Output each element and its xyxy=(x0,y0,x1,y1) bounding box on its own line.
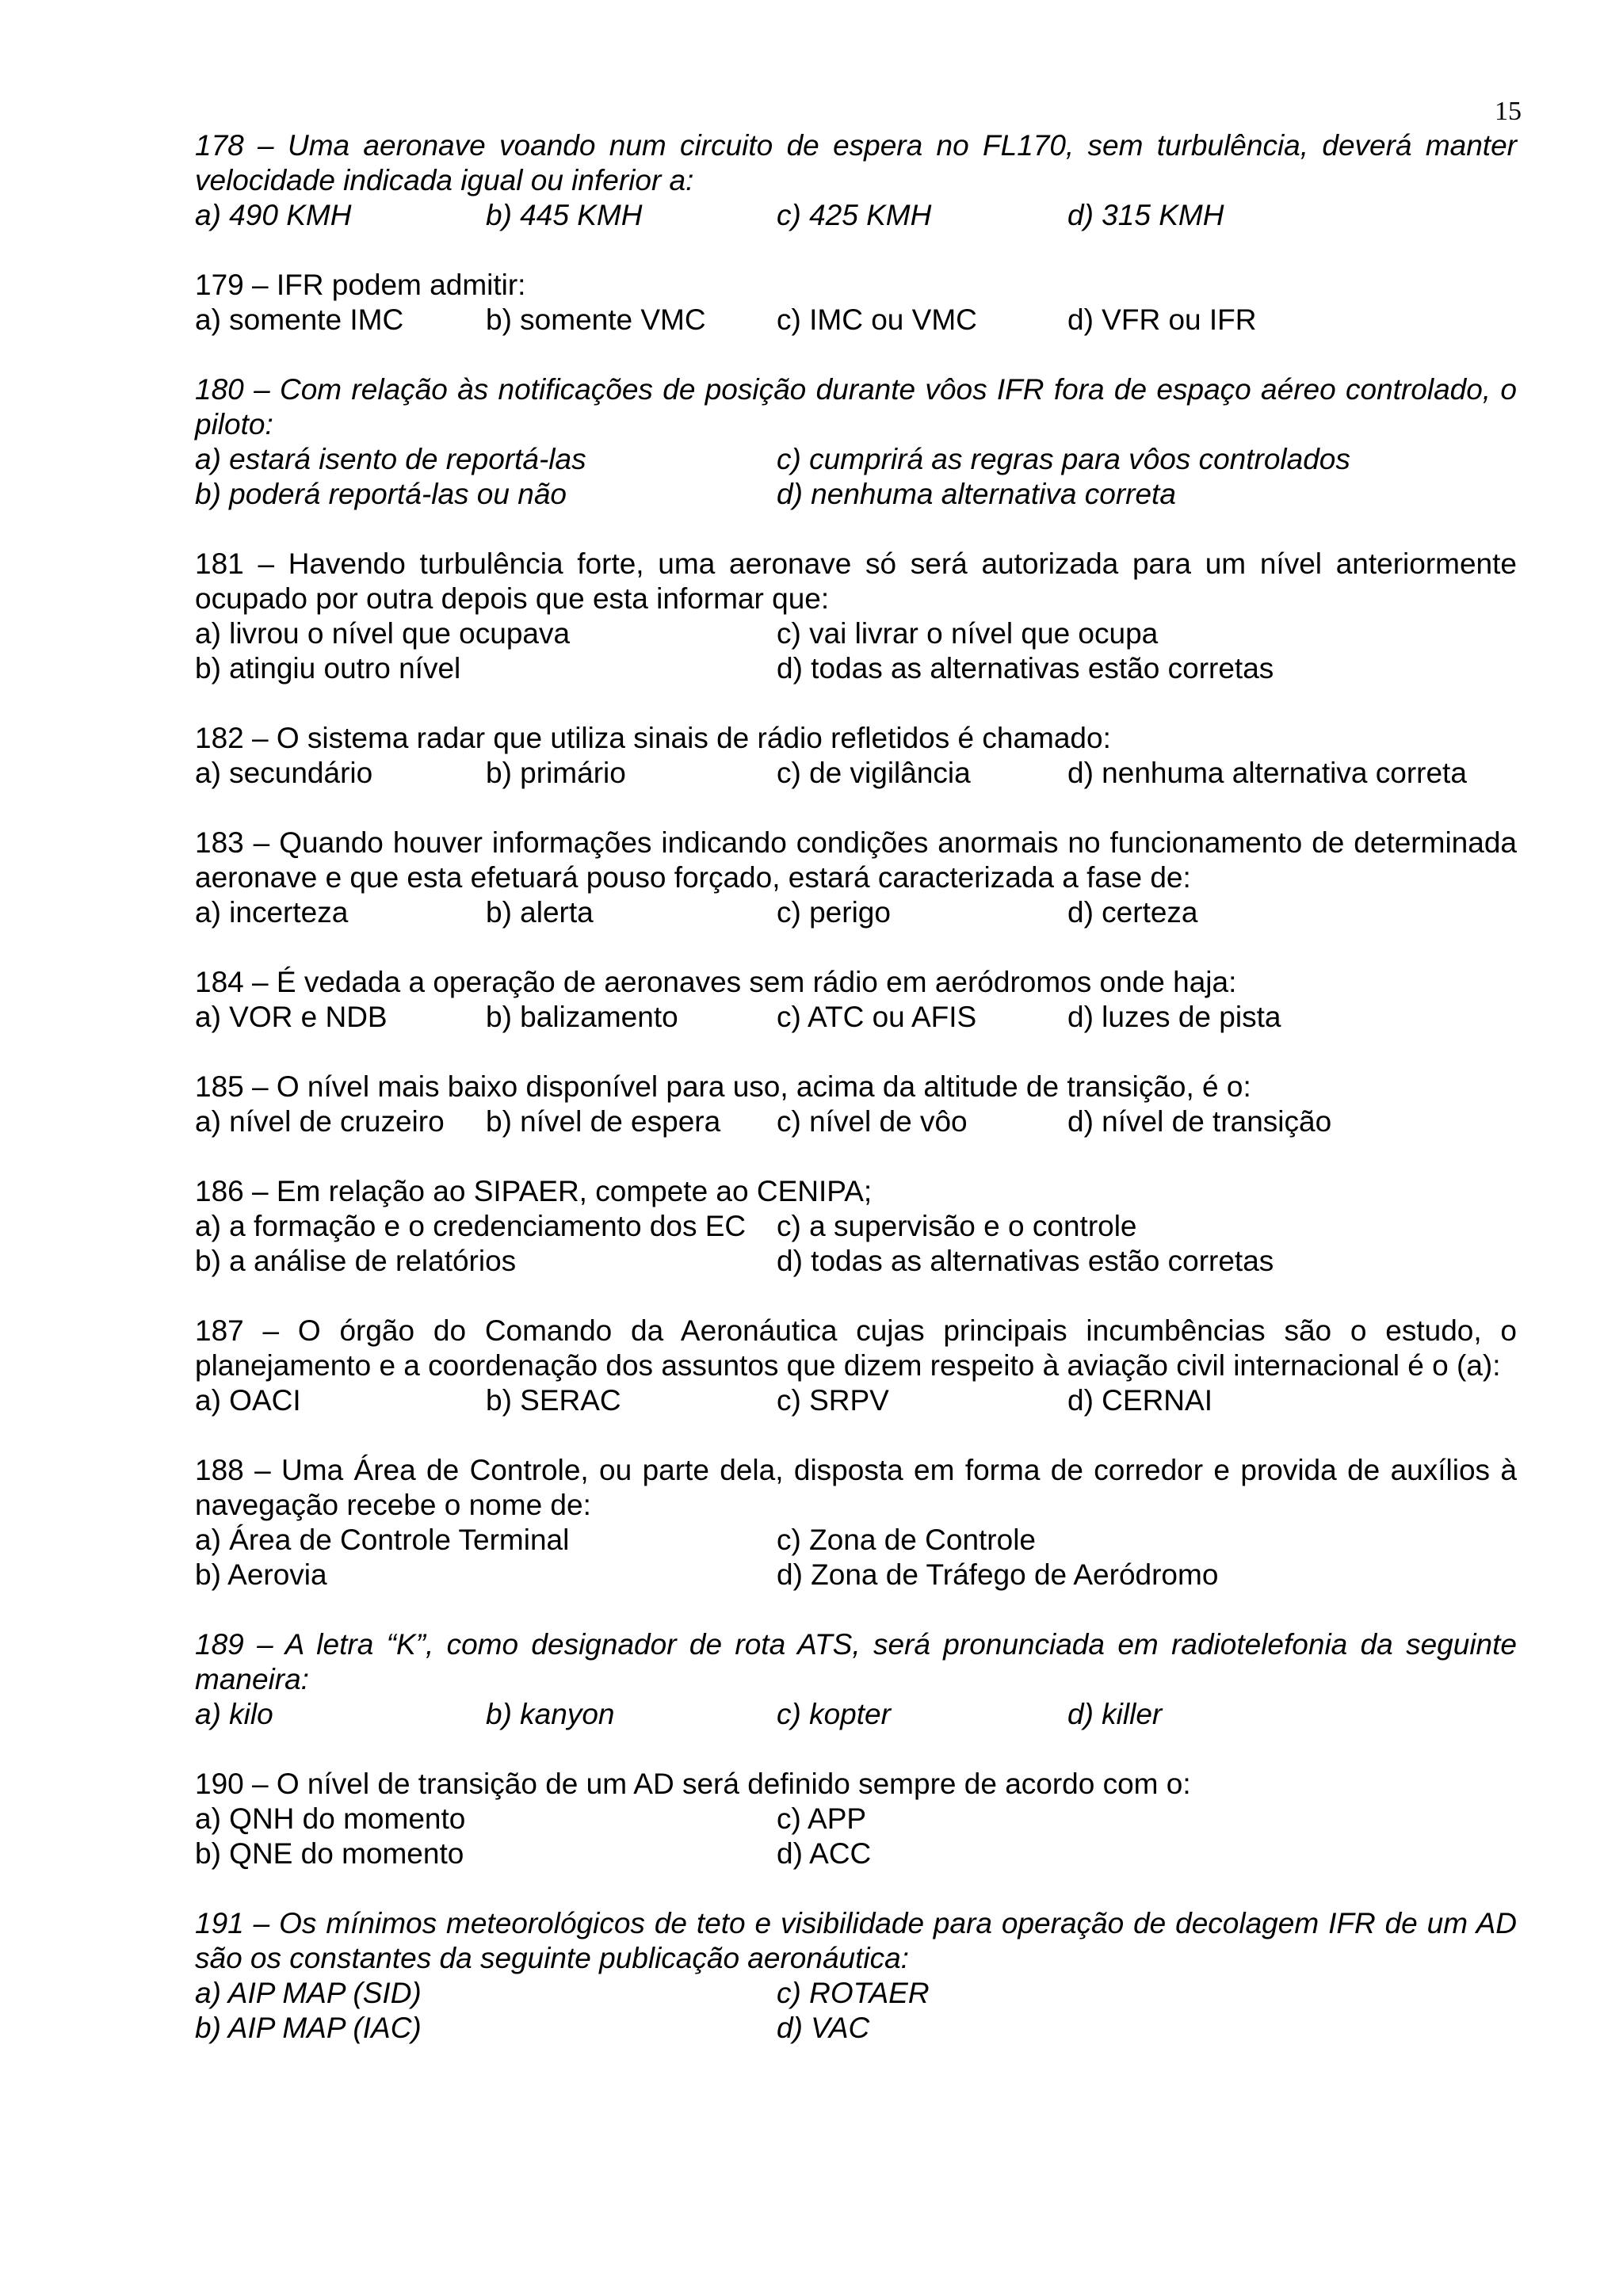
answer-options xyxy=(195,303,1517,338)
question-block xyxy=(195,1767,1517,1871)
answer-option: a) incerteza xyxy=(195,896,349,929)
answer-option: a) AIP MAP (SID) xyxy=(195,1977,422,2009)
answer-options xyxy=(195,1976,1517,2046)
answer-options xyxy=(195,895,1517,930)
answer-option: d) CERNAI xyxy=(1067,1384,1212,1417)
answer-option: c) IMC ou VMC xyxy=(777,303,977,336)
answer-option: a) Área de Controle Terminal xyxy=(195,1524,570,1556)
answer-options xyxy=(195,756,1517,791)
question-list xyxy=(195,128,1517,2081)
answer-option: b) AIP MAP (IAC) xyxy=(195,2012,422,2044)
question-block xyxy=(195,1070,1517,1139)
answer-option: c) de vigilância xyxy=(777,757,971,789)
answer-option: d) 315 KMH xyxy=(1067,199,1224,231)
answer-option: a) estará isento de reportá-las xyxy=(195,443,586,475)
question-stem: 188 – Uma Área de Controle, ou parte dela, disposta em forma de corredor e provida de auxílios à navegação recebe o nome de: xyxy=(195,1454,1517,1521)
answer-option: a) kilo xyxy=(195,1698,273,1730)
answer-option: c) 425 KMH xyxy=(777,199,932,231)
question-stem: 180 – Com relação às notificações de posição durante vôos IFR fora de espaço aéreo controlado, o piloto: xyxy=(195,373,1517,441)
answer-option: a) VOR e NDB xyxy=(195,1001,388,1033)
question-block xyxy=(195,965,1517,1035)
question-stem: 182 – O sistema radar que utiliza sinais de rádio refletidos é chamado: xyxy=(195,722,1111,754)
answer-options xyxy=(195,1523,1517,1592)
answer-option: c) ROTAER xyxy=(777,1977,930,2009)
answer-option: d) luzes de pista xyxy=(1067,1001,1281,1033)
answer-option: b) Aerovia xyxy=(195,1558,327,1591)
answer-option: b) primário xyxy=(486,757,626,789)
question-stem: 190 – O nível de transição de um AD será definido sempre de acordo com o: xyxy=(195,1768,1191,1800)
answer-option: c) a supervisão e o controle xyxy=(777,1210,1137,1242)
question-block xyxy=(195,128,1517,233)
question-stem: 179 – IFR podem admitir: xyxy=(195,269,526,301)
question-stem: 185 – O nível mais baixo disponível para uso, acima da altitude de transição, é o: xyxy=(195,1070,1251,1103)
answer-option: c) vai livrar o nível que ocupa xyxy=(777,617,1159,650)
answer-option: d) VFR ou IFR xyxy=(1067,303,1257,336)
answer-option: d) nível de transição xyxy=(1067,1105,1332,1138)
answer-options xyxy=(195,1697,1517,1732)
question-stem: 181 – Havendo turbulência forte, uma aeronave só será autorizada para um nível anteriormente ocupado por outra depois que esta informar que: xyxy=(195,547,1517,615)
question-stem: 184 – É vedada a operação de aeronaves sem rádio em aeródromos onde haja: xyxy=(195,966,1237,998)
answer-option: b) nível de espera xyxy=(486,1105,721,1138)
answer-option: c) SRPV xyxy=(777,1384,889,1417)
answer-option: a) nível de cruzeiro xyxy=(195,1105,445,1138)
answer-option: b) SERAC xyxy=(486,1384,621,1417)
answer-option: c) ATC ou AFIS xyxy=(777,1001,977,1033)
answer-option: c) perigo xyxy=(777,896,891,929)
question-stem: 187 – O órgão do Comando da Aeronáutica cujas principais incumbências são o estudo, o planejamento e a coordenação dos assuntos que dizem respeito à aviação civil internacional é o (a): xyxy=(195,1314,1517,1382)
answer-options xyxy=(195,1104,1517,1139)
answer-option: a) secundário xyxy=(195,757,373,789)
answer-options xyxy=(195,1209,1517,1279)
question-block xyxy=(195,1627,1517,1732)
answer-option: b) kanyon xyxy=(486,1698,615,1730)
answer-option: c) cumprirá as regras para vôos controlados xyxy=(777,443,1350,475)
answer-option: b) QNE do momento xyxy=(195,1837,464,1870)
question-block xyxy=(195,1314,1517,1418)
answer-option: d) nenhuma alternativa correta xyxy=(1067,757,1467,789)
answer-option: b) alerta xyxy=(486,896,594,929)
question-stem: 183 – Quando houver informações indicando condições anormais no funcionamento de determinada aeronave e que esta efetuará pouso forçado, estará caracterizada a fase de: xyxy=(195,826,1517,894)
answer-option: d) VAC xyxy=(777,2012,870,2044)
answer-options xyxy=(195,616,1517,686)
question-block xyxy=(195,268,1517,338)
question-block xyxy=(195,1906,1517,2046)
question-block xyxy=(195,1453,1517,1592)
answer-options xyxy=(195,1000,1517,1035)
answer-options xyxy=(195,442,1517,512)
answer-option: b) somente VMC xyxy=(486,303,706,336)
answer-option: b) balizamento xyxy=(486,1001,678,1033)
answer-options xyxy=(195,1383,1517,1418)
answer-option: d) Zona de Tráfego de Aeródromo xyxy=(777,1558,1219,1591)
question-stem: 186 – Em relação ao SIPAER, compete ao CENIPA; xyxy=(195,1175,873,1207)
page-number: 15 xyxy=(1495,97,1522,126)
answer-option: c) APP xyxy=(777,1802,867,1835)
answer-option: b) poderá reportá-las ou não xyxy=(195,478,567,510)
question-block xyxy=(195,721,1517,791)
question-stem: 191 – Os mínimos meteorológicos de teto e visibilidade para operação de decolagem IFR de um AD são os constantes da seguinte publicação aeronáutica: xyxy=(195,1907,1517,1974)
answer-option: a) somente IMC xyxy=(195,303,404,336)
answer-option: d) ACC xyxy=(777,1837,872,1870)
question-block xyxy=(195,826,1517,930)
answer-option: c) Zona de Controle xyxy=(777,1524,1037,1556)
answer-option: d) todas as alternativas estão corretas xyxy=(777,652,1274,685)
answer-option: c) kopter xyxy=(777,1698,891,1730)
answer-option: a) a formação e o credenciamento dos EC xyxy=(195,1210,747,1242)
answer-option: c) nível de vôo xyxy=(777,1105,968,1138)
answer-option: d) certeza xyxy=(1067,896,1198,929)
answer-option: d) todas as alternativas estão corretas xyxy=(777,1245,1274,1277)
answer-option: b) a análise de relatórios xyxy=(195,1245,517,1277)
answer-option: b) 445 KMH xyxy=(486,199,643,231)
question-block xyxy=(195,547,1517,686)
answer-option: b) atingiu outro nível xyxy=(195,652,461,685)
answer-option: a) QNH do momento xyxy=(195,1802,466,1835)
answer-option: d) killer xyxy=(1067,1698,1163,1730)
answer-options xyxy=(195,198,1517,233)
answer-option: a) livrou o nível que ocupava xyxy=(195,617,571,650)
question-block xyxy=(195,372,1517,512)
answer-option: a) OACI xyxy=(195,1384,301,1417)
answer-option: d) nenhuma alternativa correta xyxy=(777,478,1176,510)
question-stem: 189 – A letra “K”, como designador de rota ATS, será pronunciada em radiotelefonia da seguinte maneira: xyxy=(195,1628,1517,1695)
question-stem: 178 – Uma aeronave voando num circuito de espera no FL170, sem turbulência, deverá manter velocidade indicada igual ou inferior a: xyxy=(195,129,1517,196)
answer-option: a) 490 KMH xyxy=(195,199,352,231)
answer-options xyxy=(195,1802,1517,1871)
question-block xyxy=(195,1174,1517,1279)
